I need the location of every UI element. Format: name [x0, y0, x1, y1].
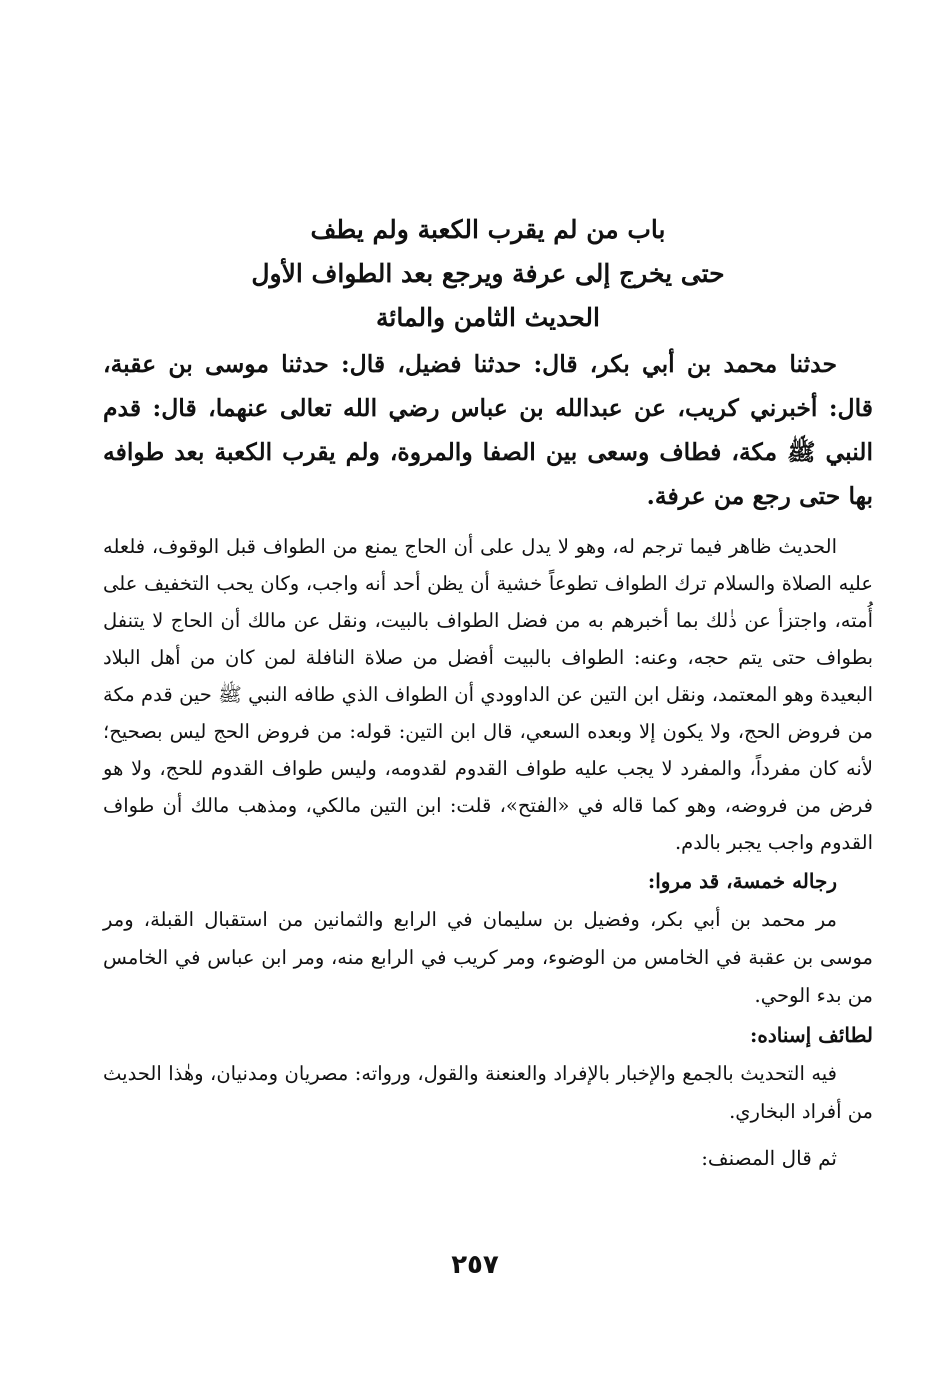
chain-subtleties-block [103, 1055, 873, 1131]
hadith-number-heading: الحديث الثامن والمائة [376, 303, 600, 332]
closing-line: ثم قال المصنف: [701, 1146, 837, 1170]
narrators-text: مر محمد بن أبي بكر، وفضيل بن سليمان في الرابع والثمانين من استقبال القبلة، ومر موسى بن عقبة في الخامس من الوضوء، ومر كريب في الرابع منه، ومر ابن عباس في الخامس من بدء الوحي. [103, 908, 873, 1007]
chapter-heading [103, 208, 873, 340]
hadith-text-block [103, 342, 873, 518]
chain-subtleties-heading: لطائف إسناده: [749, 1023, 873, 1047]
chapter-title-line-2: حتى يخرج إلى عرفة ويرجع بعد الطواف الأول [251, 259, 725, 288]
chapter-title-line-1: باب من لم يقرب الكعبة ولم يطف [310, 215, 666, 244]
commentary-block [103, 528, 873, 861]
chain-subtleties-text: فيه التحديث بالجمع والإخبار بالإفراد والعنعنة والقول، ورواته: مصريان ومدنيان، وهٰذا الحديث من أفراد البخاري. [103, 1062, 873, 1123]
page-content [103, 208, 873, 1177]
commentary-text: الحديث ظاهر فيما ترجم له، وهو لا يدل على أن الحاج يمنع من الطواف قبل الوقوف، فلعله عليه الصلاة والسلام ترك الطواف تطوعاً خشية أن يظن أحد أنه واجب، وكان يحب التخفيف على أُمته، واجتزأ عن ذٰلك بما أخبرهم به من فضل الطواف بالبيت، ونقل عن مالك أن الحاج لا يتنفل بطواف حتى يتم حجه، وعنه: الطواف بالبيت أفضل من صلاة النافلة لمن كان من أهل البلاد البعيدة وهو المعتمد، ونقل ابن التين عن الداوودي أن الطواف الذي طافه النبي ﷺ حين قدم مكة من فروض الحج، ولا يكون إلا وبعده السعي، قال ابن التين: قوله: من فروض الحج ليس بصحيح؛ لأنه كان مفرداً، والمفرد لا يجب عليه طواف القدوم لقدومه، وليس طواف القدوم للحج، ولا هو فرض من فروضه، وهو كما قاله في «الفتح»، قلت: ابن التين مالكي، ومذهب مالك أن طواف القدوم واجب يجبر بالدم. [103, 535, 873, 854]
hadith-text: حدثنا محمد بن أبي بكر، قال: حدثنا فضيل، قال: حدثنا موسى بن عقبة، قال: أخبرني كريب، عن عبدالله بن عباس رضي الله تعالى عنهما، قال: قدم النبي ﷺ مكة، فطاف وسعى بين الصفا والمروة، ولم يقرب الكعبة بعد طوافه بها حتى رجع من عرفة. [103, 350, 873, 510]
narrators-heading: رجاله خمسة، قد مروا: [647, 869, 837, 893]
page-number: ٢٥٧ [451, 1250, 499, 1280]
narrators-block [103, 901, 873, 1015]
